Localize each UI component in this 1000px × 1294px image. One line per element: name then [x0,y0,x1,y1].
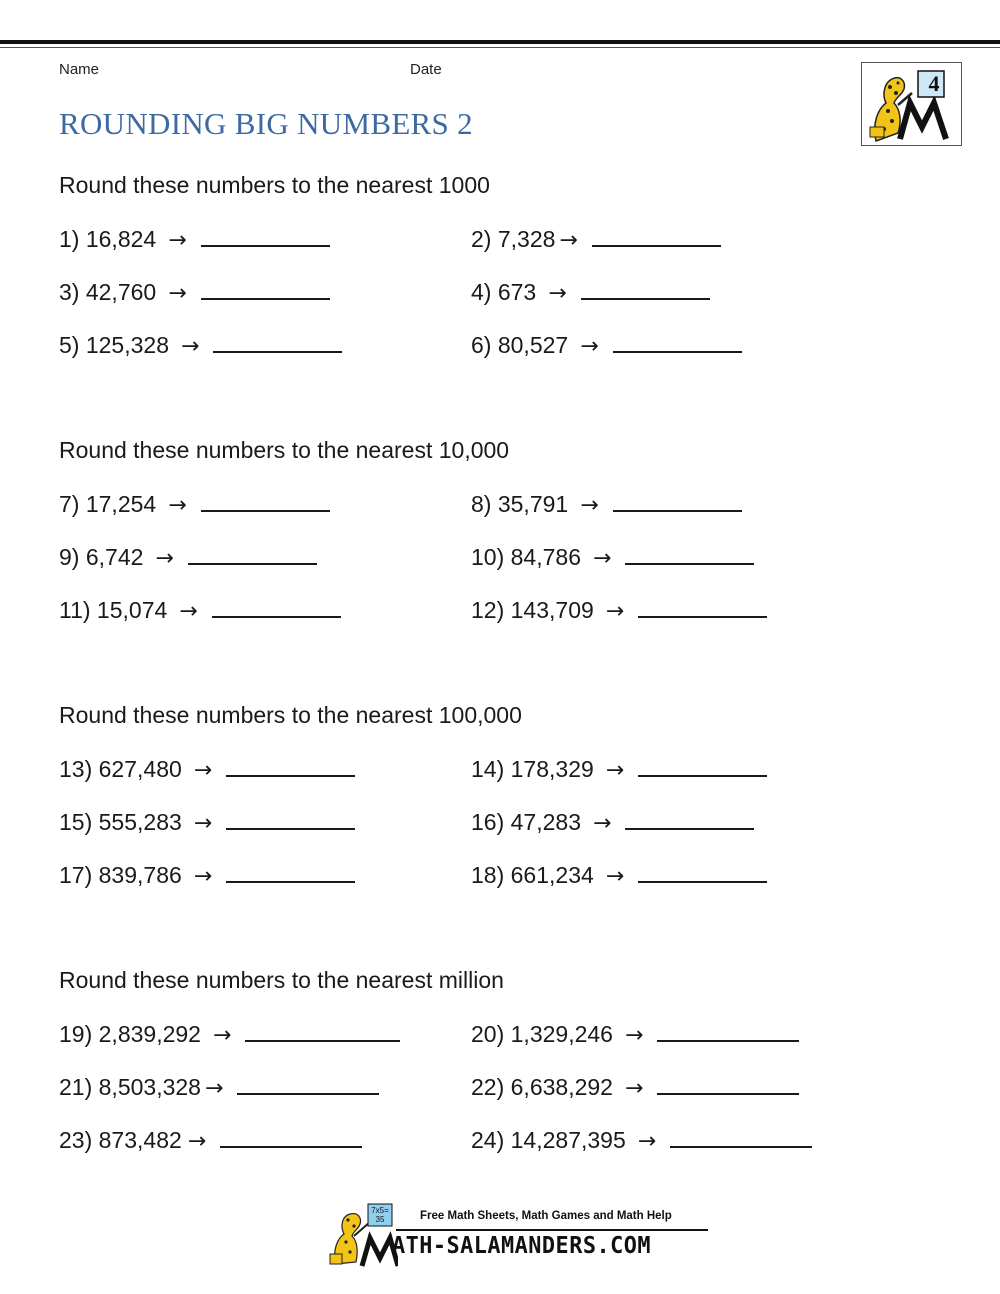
question-label: 22) 6,638,292 [471,1074,613,1100]
question-item [59,225,330,253]
arrow-right-icon: → [155,546,174,571]
question-label: 12) 143,709 [471,597,594,623]
answer-blank[interactable] [638,596,767,618]
arrow-right-icon: → [187,1129,207,1154]
question-item [59,278,330,306]
arrow-right-icon: → [193,758,213,783]
arrow-right-icon: → [592,811,612,836]
question-label: 7) 17,254 [59,491,157,517]
section-heading-nearest-million: Round these numbers to the nearest million [59,967,504,993]
section-heading-nearest-1000: Round these numbers to the nearest 1000 [59,172,490,198]
footer-divider [396,1229,708,1231]
answer-blank[interactable] [670,1126,812,1148]
question-label: 6) 80,527 [471,332,569,358]
footer-branding [328,1202,712,1268]
question-item [471,861,767,889]
question-item [471,278,710,306]
answer-blank[interactable] [226,861,355,883]
answer-blank[interactable] [625,543,754,565]
answer-blank[interactable] [213,331,342,353]
answer-blank[interactable] [657,1020,799,1042]
arrow-right-icon: → [624,1023,644,1048]
arrow-right-icon: → [212,1023,232,1048]
question-label: 17) 839,786 [59,862,182,888]
answer-blank[interactable] [638,861,767,883]
question-item [59,755,355,783]
answer-blank[interactable] [592,225,721,247]
answer-blank[interactable] [245,1020,400,1042]
answer-blank[interactable] [657,1073,799,1095]
arrow-right-icon: → [605,599,625,624]
question-label: 4) 673 [471,279,537,305]
arrow-right-icon: → [204,1076,224,1101]
top-rule-thick [0,40,1000,44]
arrow-right-icon: → [605,864,625,889]
question-item [471,755,767,783]
question-item [59,861,355,889]
question-item [471,1126,812,1154]
question-item [59,1020,400,1048]
question-label: 2) 7,328 [471,226,556,252]
arrow-right-icon: → [168,281,187,306]
question-item [471,225,721,253]
question-label: 10) 84,786 [471,544,581,570]
name-label: Name [59,61,100,78]
arrow-right-icon: → [605,758,625,783]
question-item [59,1126,362,1154]
arrow-right-icon: → [580,493,599,518]
question-label: 11) 15,074 [59,597,168,623]
footer-brand-text: ATH-SALAMANDERS.COM [392,1233,651,1259]
arrow-right-icon: → [168,228,187,253]
question-item [59,808,355,836]
top-rule-thin [0,47,1000,48]
question-item [471,1073,799,1101]
logo-equation: 7x5=35 [371,1206,389,1224]
arrow-right-icon: → [193,864,213,889]
question-label: 23) 873,482 [59,1127,182,1153]
answer-blank[interactable] [613,490,742,512]
answer-blank[interactable] [226,808,355,830]
section-heading-nearest-10000: Round these numbers to the nearest 10,000 [59,437,510,463]
question-label: 15) 555,283 [59,809,182,835]
arrow-right-icon: → [624,1076,644,1101]
answer-blank[interactable] [212,596,341,618]
question-item [59,596,341,624]
section-heading-nearest-100000: Round these numbers to the nearest 100,000 [59,702,522,728]
question-label: 18) 661,234 [471,862,594,888]
question-label: 14) 178,329 [471,756,594,782]
question-item [471,808,754,836]
question-item [471,1020,799,1048]
arrow-right-icon: → [580,334,599,359]
answer-blank[interactable] [220,1126,362,1148]
question-label: 20) 1,329,246 [471,1021,613,1047]
question-item [471,331,742,359]
question-label: 8) 35,791 [471,491,569,517]
answer-blank[interactable] [237,1073,379,1095]
date-label: Date [410,61,442,78]
answer-blank[interactable] [226,755,355,777]
answer-blank[interactable] [201,278,330,300]
grade-number: 4 [928,71,940,96]
question-label: 3) 42,760 [59,279,157,305]
answer-blank[interactable] [581,278,710,300]
arrow-right-icon: → [548,281,567,306]
question-item [59,331,342,359]
answer-blank[interactable] [613,331,742,353]
question-label: 16) 47,283 [471,809,581,835]
question-label: 1) 16,824 [59,226,157,252]
arrow-right-icon: → [193,811,213,836]
question-label: 9) 6,742 [59,544,144,570]
question-item [59,1073,379,1101]
worksheet-title: ROUNDING BIG NUMBERS 2 [59,106,473,141]
arrow-right-icon: → [559,228,578,253]
question-item [59,490,330,518]
arrow-right-icon: → [637,1129,657,1154]
arrow-right-icon: → [592,546,612,571]
arrow-right-icon: → [179,599,198,624]
question-item [471,490,742,518]
arrow-right-icon: → [180,334,200,359]
answer-blank[interactable] [201,225,330,247]
footer-tagline: Free Math Sheets, Math Games and Math Help [420,1210,672,1222]
question-item [471,543,754,571]
arrow-right-icon: → [168,493,187,518]
question-item [59,543,317,571]
question-label: 19) 2,839,292 [59,1021,201,1047]
question-label: 5) 125,328 [59,332,169,358]
question-label: 24) 14,287,395 [471,1127,626,1153]
question-label: 21) 8,503,328 [59,1074,201,1100]
answer-blank[interactable] [201,490,330,512]
answer-blank[interactable] [638,755,767,777]
answer-blank[interactable] [625,808,754,830]
grade-logo [861,62,962,146]
question-item [471,596,767,624]
question-label: 13) 627,480 [59,756,182,782]
answer-blank[interactable] [188,543,317,565]
